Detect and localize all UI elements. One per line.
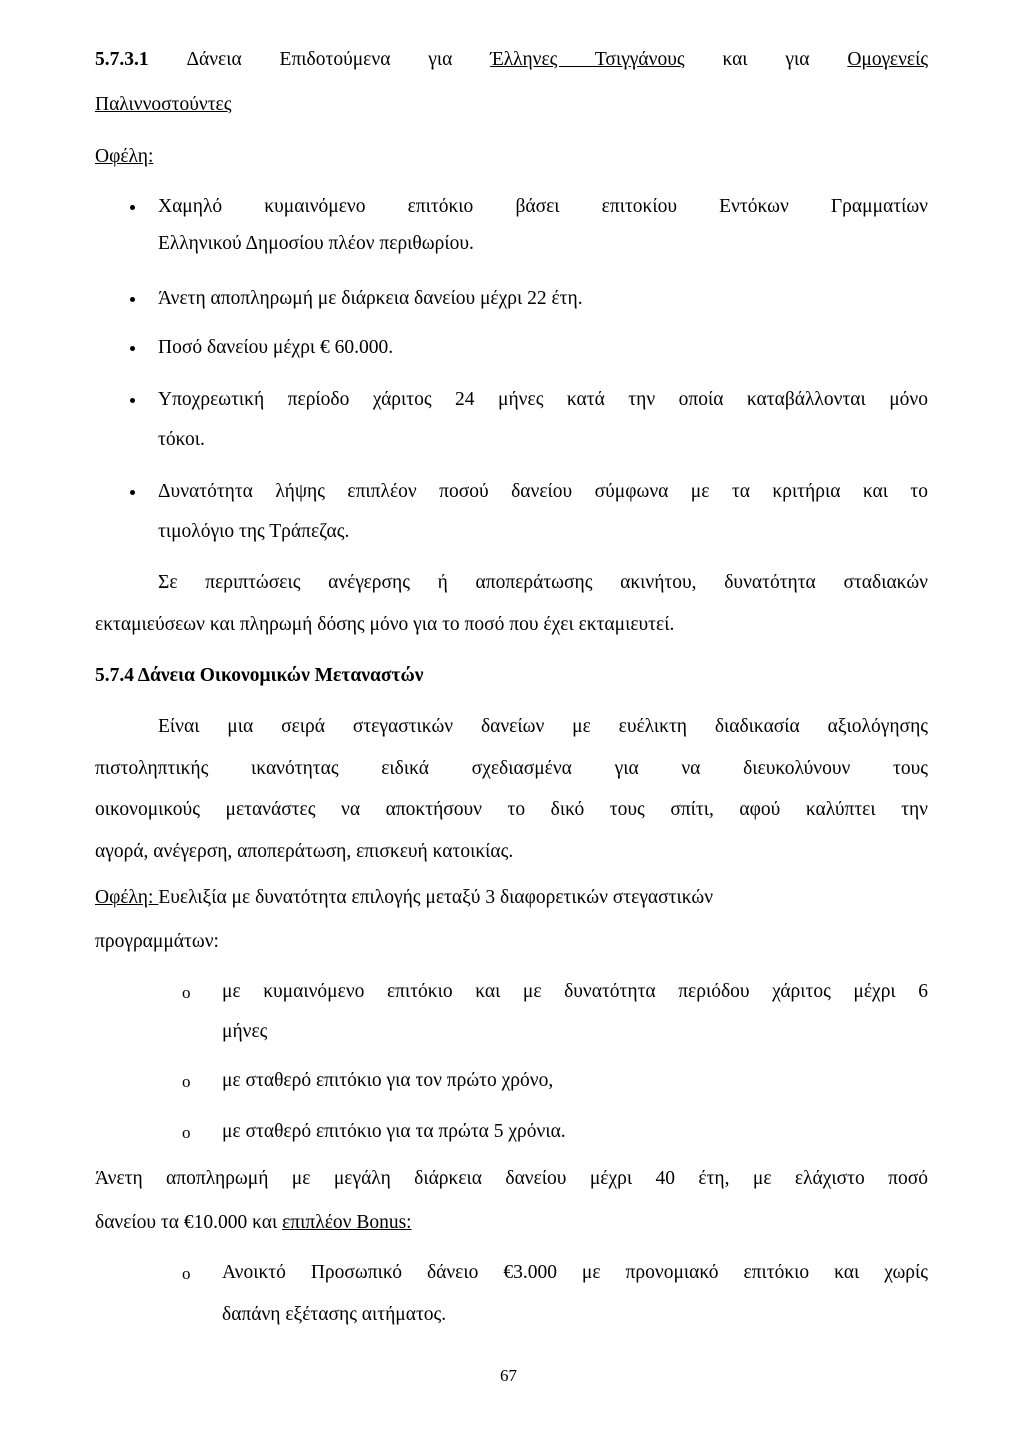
option-text: με σταθερό επιτόκιο για τα πρώτα 5 χρόνια. xyxy=(222,1121,566,1142)
bonus-label: επιπλέον Bonus: xyxy=(282,1212,412,1233)
paragraph-line: πιστοληπτικής ικανότητας ειδικά σχεδιασμένα για να διευκολύνουν τους xyxy=(95,758,928,779)
ring-bullet: o xyxy=(182,1072,191,1091)
bullet-text: Δυνατότητα λήψης επιπλέον ποσού δανείου σύμφωνα με τα κριτήρια και το xyxy=(158,481,928,502)
bullet-text: Άνετη αποπληρωμή με διάρκεια δανείου μέχρι 22 έτη. xyxy=(158,288,583,309)
bonus-text-cont: δαπάνη εξέτασης αιτήματος. xyxy=(222,1304,447,1325)
section-heading: 5.7.4 Δάνεια Οικονομικών Μεταναστών xyxy=(95,665,424,686)
repayment-line-2: δανείου τα €10.000 και επιπλέον Bonus: xyxy=(95,1212,412,1233)
section-number: 5.7.3.1 xyxy=(95,49,149,70)
bullet-dot xyxy=(130,490,135,495)
bullet-dot xyxy=(130,205,135,210)
paragraph-line: Είναι μια σειρά στεγαστικών δανείων με ευέλικτη διαδικασία αξιολόγησης xyxy=(158,716,928,737)
repayment-line: Άνετη αποπληρωμή με μεγάλη διάρκεια δανείου μέχρι 40 έτη, με ελάχιστο ποσό xyxy=(95,1168,928,1189)
paragraph-line: εκταμιεύσεων και πληρωμή δόσης μόνο για το ποσό που έχει εκταμιευτεί. xyxy=(95,614,675,635)
ring-bullet: o xyxy=(182,1264,191,1283)
option-text: με σταθερό επιτόκιο για τον πρώτο χρόνο, xyxy=(222,1070,554,1091)
paragraph-line: αγορά, ανέγερση, αποπεράτωση, επισκευή κατοικίας. xyxy=(95,841,514,862)
bullet-text: Χαμηλό κυμαινόμενο επιτόκιο βάσει επιτοκίου Εντόκων Γραμματίων xyxy=(158,196,928,217)
ring-bullet: o xyxy=(182,1123,191,1142)
option-text: με κυμαινόμενο επιτόκιο και με δυνατότητα περιόδου χάριτος μέχρι 6 xyxy=(222,981,928,1002)
bullet-text: Υποχρεωτική περίοδο χάριτος 24 μήνες κατά την οποία καταβάλλονται μόνο xyxy=(158,389,928,410)
section-title-line-2: Παλιννοστούντες xyxy=(95,94,232,115)
bullet-dot xyxy=(130,398,135,403)
ring-bullet: o xyxy=(182,983,191,1002)
section-title-line-1: 5.7.3.1 Δάνεια Επιδοτούμενα για Έλληνες Τσιγγάνους και για Ομογενείς xyxy=(95,49,929,70)
bullet-text-cont: τόκοι. xyxy=(158,429,205,450)
benefits-label: Οφέλη: xyxy=(95,887,159,908)
paragraph-line: οικονομικούς μετανάστες να αποκτήσουν το δικό τους σπίτι, αφού καλύπτει την xyxy=(95,799,928,820)
paragraph-line: Σε περιπτώσεις ανέγερσης ή αποπεράτωσης ακινήτου, δυνατότητα σταδιακών xyxy=(158,572,928,593)
bullet-text-cont: τιμολόγιο της Τράπεζας. xyxy=(158,521,350,542)
bonus-text: Ανοικτό Προσωπικό δάνειο €3.000 με προνομιακό επιτόκιο και χωρίς xyxy=(222,1262,928,1283)
benefits-label: Οφέλη: xyxy=(95,146,154,167)
bullet-dot xyxy=(130,346,135,351)
benefits-line: Οφέλη: Ευελιξία με δυνατότητα επιλογής μεταξύ 3 διαφορετικών στεγαστικών xyxy=(95,887,714,908)
page-number: 67 xyxy=(500,1366,517,1385)
bullet-text: Ποσό δανείου μέχρι € 60.000. xyxy=(158,337,394,358)
option-text-cont: μήνες xyxy=(222,1021,268,1042)
benefits-cont: προγραμμάτων: xyxy=(95,931,219,952)
bullet-text-cont: Ελληνικού Δημοσίου πλέον περιθωρίου. xyxy=(158,233,474,254)
bullet-dot xyxy=(130,297,135,302)
